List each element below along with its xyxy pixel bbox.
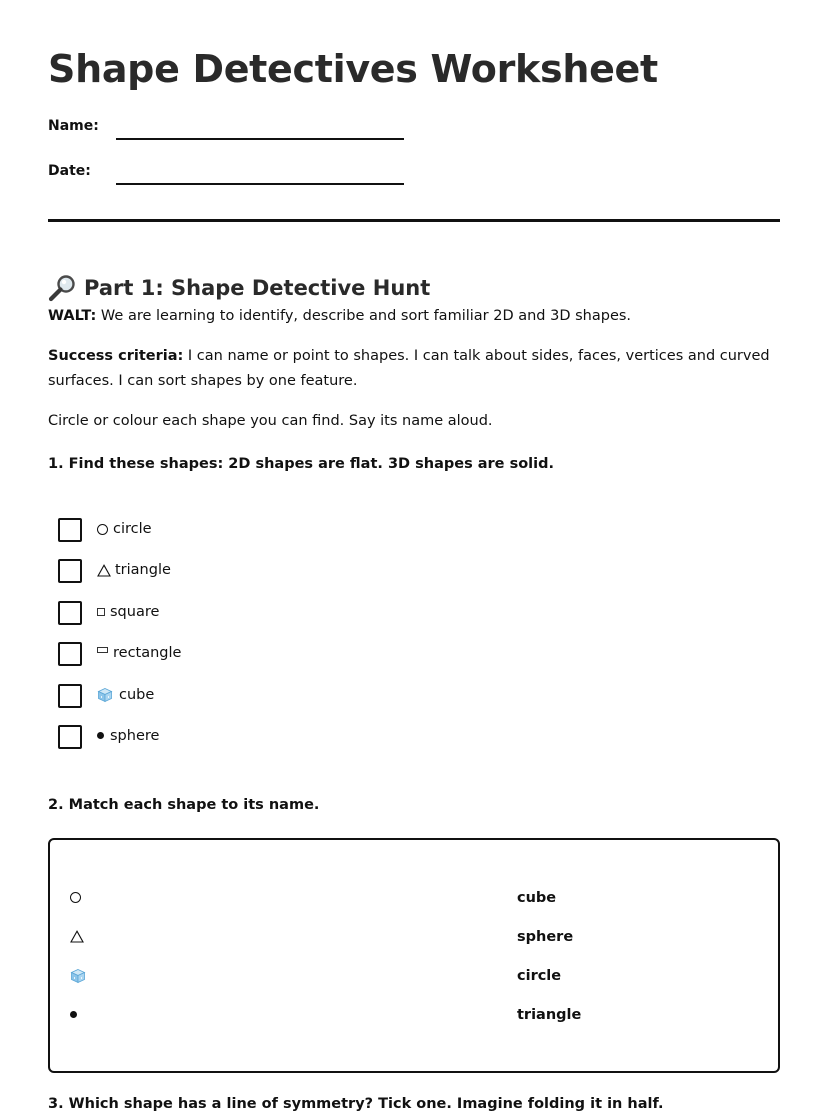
item-label: triangle [115, 562, 171, 579]
name-label: Name: [48, 118, 99, 134]
name-field [48, 118, 408, 144]
shape-checklist [58, 518, 181, 766]
success-criteria-label: Success criteria: [48, 348, 184, 364]
question-2: 2. Match each shape to its name. [48, 797, 320, 813]
match-name-row[interactable]: cube [517, 889, 557, 906]
cube-icon [97, 687, 113, 703]
rectangle-icon [97, 647, 108, 653]
checkbox-rectangle[interactable] [58, 642, 82, 666]
circle-icon [97, 524, 108, 535]
name-blank-line[interactable] [116, 138, 404, 140]
circle-icon [70, 892, 81, 903]
matching-box [48, 838, 780, 1073]
square-icon [97, 608, 105, 616]
list-item [58, 725, 181, 766]
page-title: Shape Detectives Worksheet [48, 47, 658, 91]
checkbox-circle[interactable] [58, 518, 82, 542]
match-shape-row[interactable] [70, 917, 86, 956]
magnifying-glass-icon [48, 274, 78, 302]
walt-paragraph [48, 304, 780, 329]
cube-icon [70, 968, 86, 984]
match-name-row[interactable]: circle [517, 967, 562, 984]
list-item [58, 642, 181, 683]
sphere-icon [97, 732, 104, 739]
item-label: cube [119, 686, 155, 703]
match-shapes-column [70, 878, 86, 1034]
part1-heading [48, 274, 430, 302]
date-label: Date: [48, 163, 91, 179]
instruction-text: Circle or colour each shape you can find. Say its name aloud. [48, 413, 493, 429]
checkbox-square[interactable] [58, 601, 82, 625]
match-name-row[interactable]: sphere [517, 928, 574, 945]
part1-heading-text: Part 1: Shape Detective Hunt [84, 276, 431, 301]
success-criteria-paragraph [48, 344, 780, 394]
list-item [58, 518, 181, 559]
sphere-icon [70, 1011, 77, 1018]
section-divider [48, 219, 780, 222]
walt-text: We are learning to identify, describe and sort familiar 2D and 3D shapes. [96, 308, 632, 324]
match-shape-row[interactable] [70, 995, 86, 1034]
item-label: sphere [110, 727, 160, 744]
triangle-icon [97, 564, 111, 577]
checkbox-triangle[interactable] [58, 559, 82, 583]
match-shape-row[interactable] [70, 956, 86, 995]
walt-label: WALT: [48, 308, 97, 324]
match-name-row[interactable]: triangle [517, 1006, 582, 1023]
list-item [58, 559, 181, 600]
checkbox-sphere[interactable] [58, 725, 82, 749]
list-item [58, 601, 181, 642]
match-shape-row[interactable] [70, 878, 86, 917]
success-criteria-text: I can name or point to shapes. I can talk about sides, faces, vertices and curved surfaces. I can sort shapes by one feature. [48, 348, 770, 389]
checkbox-cube[interactable] [58, 684, 82, 708]
list-item [58, 684, 181, 725]
question-1: 1. Find these shapes: 2D shapes are flat. 3D shapes are solid. [48, 456, 554, 472]
date-field [48, 163, 408, 189]
match-names-column [517, 878, 581, 1034]
item-label: circle [113, 521, 152, 537]
question-3: 3. Which shape has a line of symmetry? Tick one. Imagine folding it in half. [48, 1096, 664, 1112]
item-label: rectangle [113, 645, 182, 662]
item-label: square [110, 603, 160, 620]
triangle-icon [70, 930, 84, 943]
date-blank-line[interactable] [116, 183, 404, 185]
